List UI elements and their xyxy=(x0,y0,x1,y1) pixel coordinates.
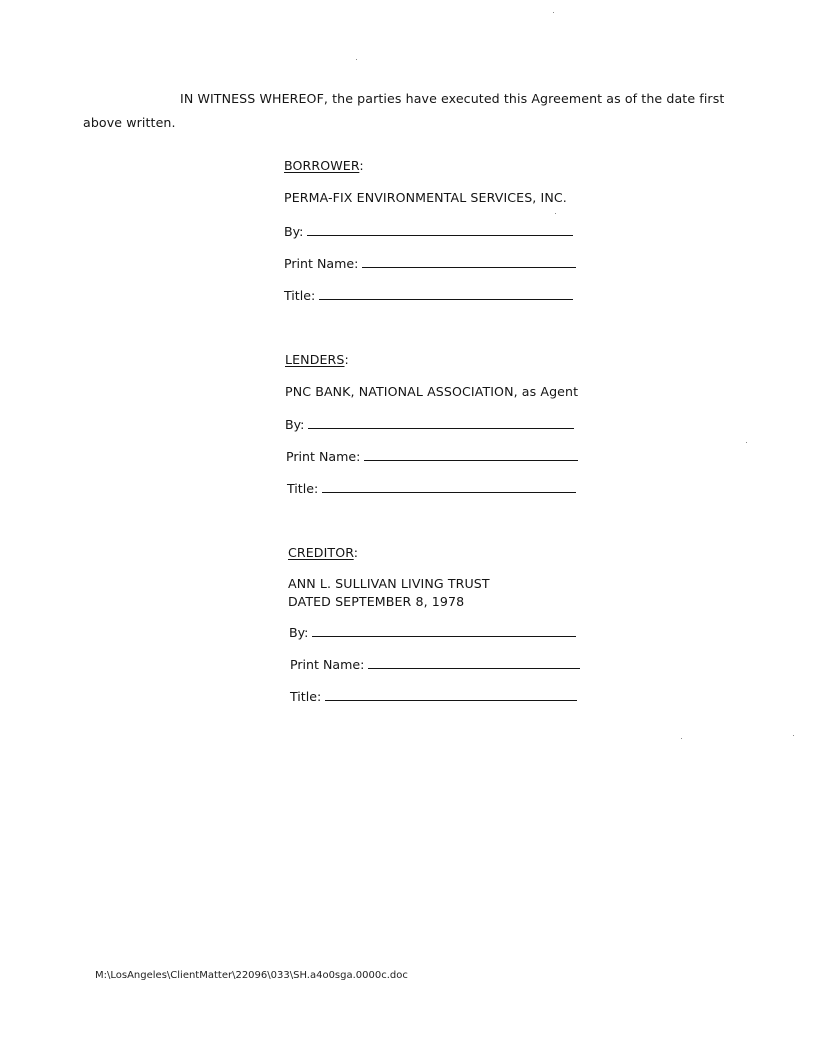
creditor-title-field xyxy=(290,689,577,704)
borrower-by-signature-line xyxy=(307,235,573,236)
scan-speck xyxy=(681,738,682,739)
document-path-footer: M:\LosAngeles\ClientMatter\22096\033\SH.a4o0sga.0000c.doc xyxy=(95,970,408,981)
witness-clause-line-2: above written. xyxy=(83,115,176,130)
creditor-title-label: Title: xyxy=(290,689,322,704)
creditor-by-field xyxy=(289,625,576,640)
borrower-title-line xyxy=(319,299,573,300)
lenders-by-field xyxy=(285,417,574,432)
creditor-by-signature-line xyxy=(312,636,576,637)
lenders-by-label: By: xyxy=(285,417,305,432)
borrower-by-field xyxy=(284,224,573,239)
creditor-entity-line-1: ANN L. SULLIVAN LIVING TRUST xyxy=(288,576,490,591)
lenders-by-signature-line xyxy=(308,428,574,429)
scan-speck xyxy=(553,12,554,13)
scan-speck xyxy=(793,735,794,736)
creditor-title-line xyxy=(325,700,577,701)
borrower-title-field xyxy=(284,288,573,303)
borrower-heading-text: BORROWER xyxy=(284,158,360,173)
scan-speck xyxy=(746,442,747,443)
creditor-heading-text: CREDITOR xyxy=(288,545,354,560)
borrower-title-label: Title: xyxy=(284,288,316,303)
lenders-print-name-line xyxy=(364,460,578,461)
creditor-print-name-label: Print Name: xyxy=(290,657,365,672)
lenders-entity-name: PNC BANK, NATIONAL ASSOCIATION, as Agent xyxy=(285,384,579,399)
creditor-print-name-line xyxy=(368,668,580,669)
borrower-print-name-line xyxy=(362,267,576,268)
creditor-heading xyxy=(288,545,358,560)
borrower-print-name-label: Print Name: xyxy=(284,256,359,271)
borrower-heading xyxy=(284,158,364,173)
borrower-entity-name: PERMA-FIX ENVIRONMENTAL SERVICES, INC. xyxy=(284,190,567,205)
lenders-heading xyxy=(285,352,349,367)
scan-speck xyxy=(356,59,357,60)
lenders-heading-colon: : xyxy=(344,352,349,367)
lenders-heading-text: LENDERS xyxy=(285,352,345,367)
lenders-print-name-label: Print Name: xyxy=(286,449,361,464)
creditor-print-name-field xyxy=(290,657,580,672)
scan-speck xyxy=(555,213,556,214)
lenders-title-label: Title: xyxy=(287,481,319,496)
witness-clause-line-1: IN WITNESS WHEREOF, the parties have executed this Agreement as of the date first xyxy=(180,91,725,106)
borrower-heading-colon: : xyxy=(359,158,364,173)
lenders-print-name-field xyxy=(286,449,578,464)
lenders-title-field xyxy=(287,481,576,496)
lenders-title-line xyxy=(322,492,576,493)
creditor-heading-colon: : xyxy=(353,545,359,560)
borrower-print-name-field xyxy=(284,256,576,271)
creditor-entity-line-2: DATED SEPTEMBER 8, 1978 xyxy=(288,594,465,609)
creditor-by-label: By: xyxy=(289,625,309,640)
borrower-by-label: By: xyxy=(284,224,304,239)
